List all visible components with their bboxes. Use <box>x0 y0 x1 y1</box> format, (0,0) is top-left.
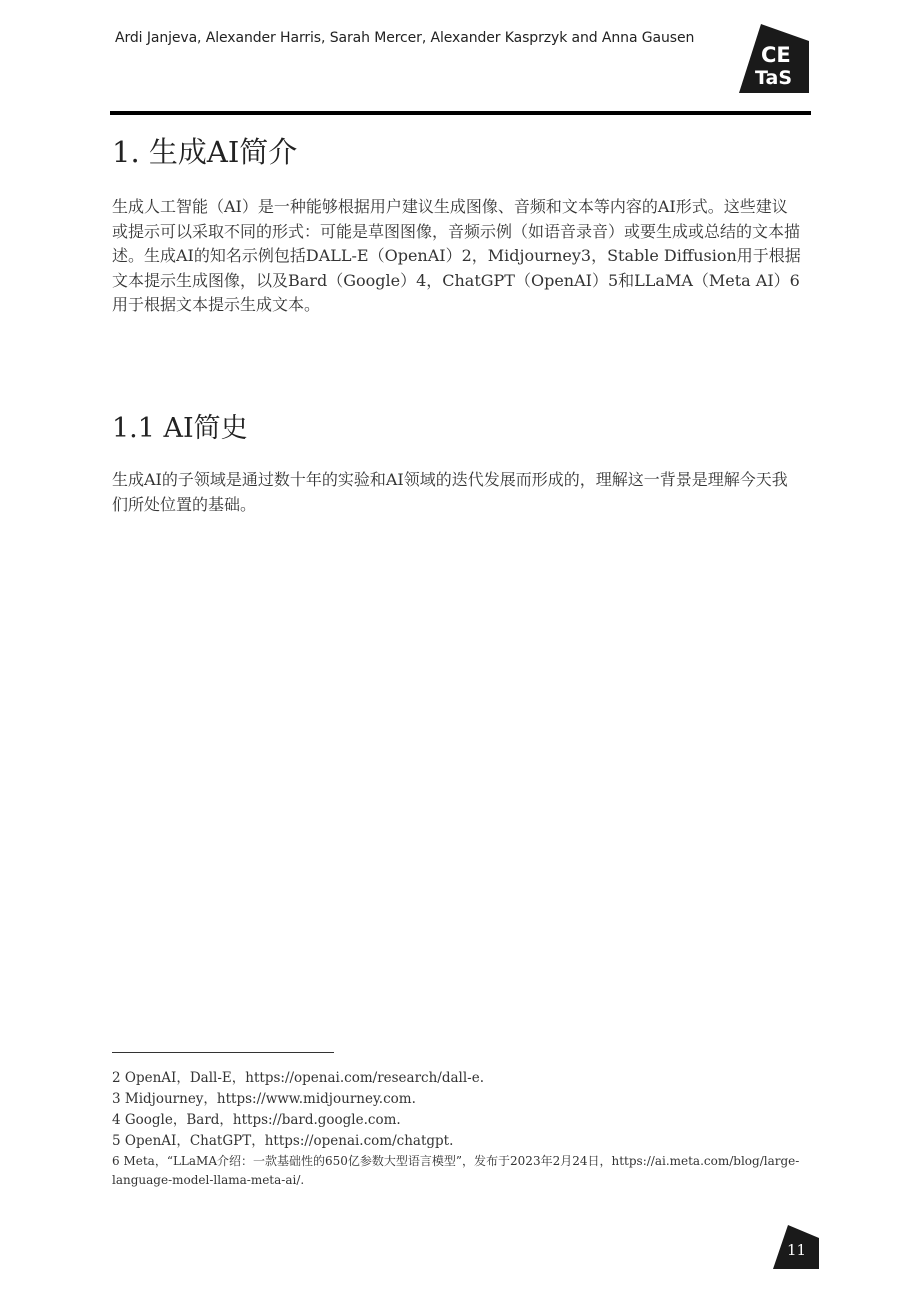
footnote-6: 6 Meta，“LLaMA介绍：一款基础性的650亿参数大型语言模型”，发布于2023年2月24日，https://ai.meta.com/blog/large-language-model-llama-meta-ai/. <box>112 1154 800 1187</box>
section-1-1-heading: 1.1 AI简史 <box>112 413 248 444</box>
header-authors: Ardi Janjeva, Alexander Harris, Sarah Mercer, Alexander Kasprzyk and Anna Gausen <box>115 30 695 46</box>
logo-text-bottom: TaS <box>755 67 793 89</box>
footnote-divider <box>112 1052 334 1053</box>
footnote-4: 4 Google，Bard，https://bard.google.com. <box>112 1112 401 1128</box>
header-divider <box>110 111 811 115</box>
page-number: 11 <box>787 1241 807 1259</box>
page-number-badge <box>773 1225 819 1269</box>
footnote-5: 5 OpenAI，ChatGPT，https://openai.com/chatgpt. <box>112 1133 454 1149</box>
section-1-heading: 1. 生成AI简介 <box>112 135 298 169</box>
section-1-1-paragraph: 生成AI的子领域是通过数十年的实验和AI领域的迭代发展而形成的，理解这一背景是理解今天我们所处位置的基础。 <box>112 470 788 514</box>
footnotes <box>112 1068 802 1190</box>
cetas-logo <box>739 24 809 93</box>
logo-text-top: CE <box>761 43 791 67</box>
section-1-paragraph: 生成人工智能（AI）是一种能够根据用户建议生成图像、音频和文本等内容的AI形式。这些建议或提示可以采取不同的形式：可能是草图图像，音频示例（如语音录音）或要生成或总结的文本描述。生成AI的知名示例包括DALL-E（OpenAI）2，Midjourney3，Stable Diffusion用于根据文本提示生成图像，以及Bard（Google）4，ChatGPT（OpenAI）5和LLaMA（Meta AI）6用于根据文本提示生成文本。 <box>112 197 801 314</box>
footnote-2: 2 OpenAI，Dall-E，https://openai.com/research/dall-e. <box>112 1070 485 1086</box>
footnote-3: 3 Midjourney，https://www.midjourney.com. <box>112 1091 416 1107</box>
